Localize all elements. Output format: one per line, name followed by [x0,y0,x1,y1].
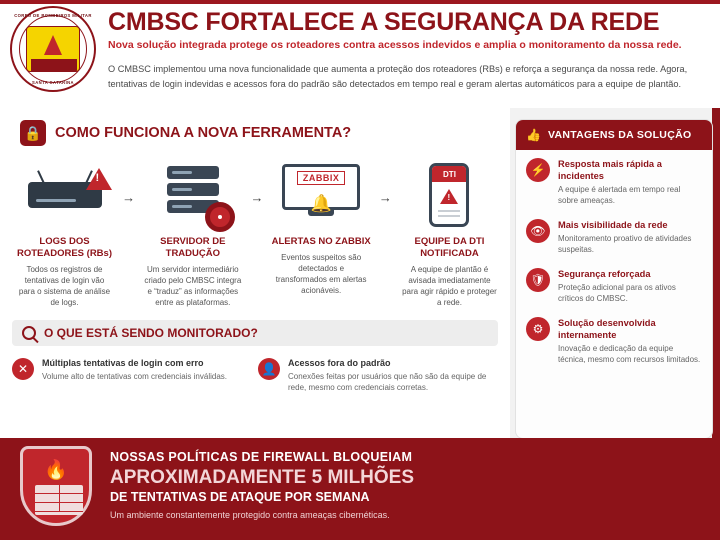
advantage-item [526,268,702,304]
gear-icon: ⚙ [526,317,550,341]
monitor-bell-icon [269,160,374,230]
flow-step-desc: Eventos suspeitos são detectados e transformados em alertas acionáveis. [275,253,367,295]
shield-icon: 🛡 [526,268,550,292]
advantage-title: Resposta mais rápida a incidentes [558,159,662,181]
flame-icon: 🔥 [44,460,68,481]
flow-step-zabbix-alerts [269,160,374,296]
flow-arrow-1: → [122,190,136,205]
monitored-title: O QUE ESTÁ SENDO MONITORADO? [44,326,258,340]
bolt-icon: ⚡ [526,158,550,182]
footer-line-1: NOSSAS POLÍTICAS DE FIREWALL BLOQUEIAM [110,450,413,464]
advantages-list [516,150,712,365]
phone-header-label: DTI [432,166,466,182]
monitor-shape [282,164,360,226]
logo-text-bottom: SANTA CATARINA [32,80,74,85]
monitored-item [258,358,490,393]
advantages-panel [516,120,712,438]
monitored-item-desc: Conexões feitas por usuários que não são da equipe de rede, mesmo com credenciais corretas. [288,372,487,392]
footer [0,438,720,540]
logo-text-top: CORPO DE BOMBEIROS MILITAR [14,13,92,18]
monitored-item-title: Múltiplas tentativas de login com erro [42,358,204,368]
lock-icon: 🔒 [20,120,46,146]
advantage-desc: Proteção adicional para os ativos críticos do CMBSC. [558,283,676,303]
advantage-desc: Inovação e dedicação da equipe técnica, mesmo com recursos limitados. [558,344,701,364]
how-it-works-header [20,120,351,146]
phone-text-lines [438,210,460,217]
router-alert-icon [12,160,117,230]
header [0,0,720,108]
footer-text [110,450,700,520]
router-shape [28,172,102,208]
server-gear-icon [140,160,245,230]
page-subtitle: Nova solução integrada protege os roteadores contra acessos indevidos e amplia o monitoramento da nossa rede. [108,39,682,51]
thumbs-up-icon: 👍 [526,128,541,142]
how-it-works-title: COMO FUNCIONA A NOVA FERRAMENTA? [55,125,352,141]
monitored-items [12,358,498,393]
cmbsc-logo [10,6,96,92]
eye-icon: 👁 [526,219,550,243]
server-unit [167,183,219,196]
advantage-item [526,219,702,255]
advantage-desc: Monitoramento proativo de atividades suspeitas. [558,234,692,254]
firewall-shield-icon [20,446,92,532]
monitored-item [12,358,244,393]
magnifier-icon [22,326,36,340]
flow-arrow-2: → [250,190,264,205]
advantage-item [526,158,702,206]
flow-step-logs [12,160,117,308]
server-stack [167,166,219,224]
flow-step-title: SERVIDOR DE TRADUÇÃO [160,236,226,259]
gear-icon [205,202,235,232]
flow-step-translation-server [140,160,245,308]
bell-icon: 🔔 [310,194,332,213]
footer-line-4: Um ambiente constantemente protegido contra ameaças cibernéticas. [110,510,390,520]
phone-alert-icon [397,160,502,230]
user-circle-icon: 👤 [258,358,280,380]
advantages-header [516,120,712,150]
monitored-item-desc: Volume alto de tentativas com credenciais inválidas. [42,372,227,381]
router-led [36,199,76,202]
flow-arrow-3: → [378,190,392,205]
alert-triangle-icon: ! [86,168,112,190]
flow-step-title: EQUIPE DA DTI NOTIFICADA [414,236,485,259]
how-it-works-section [0,108,510,438]
flow-step-title: ALERTAS NO ZABBIX [271,236,371,247]
footer-highlight-number: APROXIMADAMENTE 5 MILHÕES [110,467,415,488]
page-title: CMBSC FORTALECE A SEGURANÇA DA REDE [108,8,660,36]
flow-step-desc: A equipe de plantão é avisada imediatamente para agir rápido e proteger a rede. [402,265,497,307]
server-unit [167,166,219,179]
flow-step-title: LOGS DOS ROTEADORES (RBs) [16,236,112,259]
advantage-desc: A equipe é alertada em tempo real sobre ameaças. [558,185,681,205]
shield-shape [20,446,92,526]
process-flow [12,160,502,308]
phone-shape [429,163,469,227]
monitored-section [12,320,498,426]
x-circle-icon: ✕ [12,358,34,380]
footer-line-3: DE TENTATIVAS DE ATAQUE POR SEMANA [110,490,370,504]
alert-triangle-icon: ! [440,189,458,204]
advantage-title: Solução desenvolvida internamente [558,318,656,340]
page-intro-text: O CMBSC implementou uma nova funcionalidade que aumenta a proteção dos roteadores (RBs) e reforça a segurança da nossa rede. Agora, tentativas de login indevidas e acessos fora do padrão são detectados em tempo real e geram alertas automáticos para a equipe de plantão. [108,64,688,89]
advantage-item [526,317,702,365]
brick-wall-shape [35,485,83,515]
advantage-title: Segurança reforçada [558,269,651,279]
zabbix-screen-label: ZABBIX [297,171,346,185]
advantages-title: VANTAGENS DA SOLUÇÃO [547,129,692,141]
monitored-item-title: Acessos fora do padrão [288,358,391,368]
header-top-bar [0,0,720,4]
monitored-header [12,320,498,346]
right-accent-stripe [712,108,720,438]
fire-helmet-emblem-icon [26,26,80,72]
advantage-title: Mais visibilidade da rede [558,220,668,230]
flow-step-dti-team [397,160,502,308]
flow-step-desc: Um servidor intermediário criado pelo CMBSC integra e “traduz” as informações entre as plataformas. [144,265,242,307]
flow-step-desc: Todos os registros de tentativas de login vão para o sistema de análise de logs. [18,265,111,307]
